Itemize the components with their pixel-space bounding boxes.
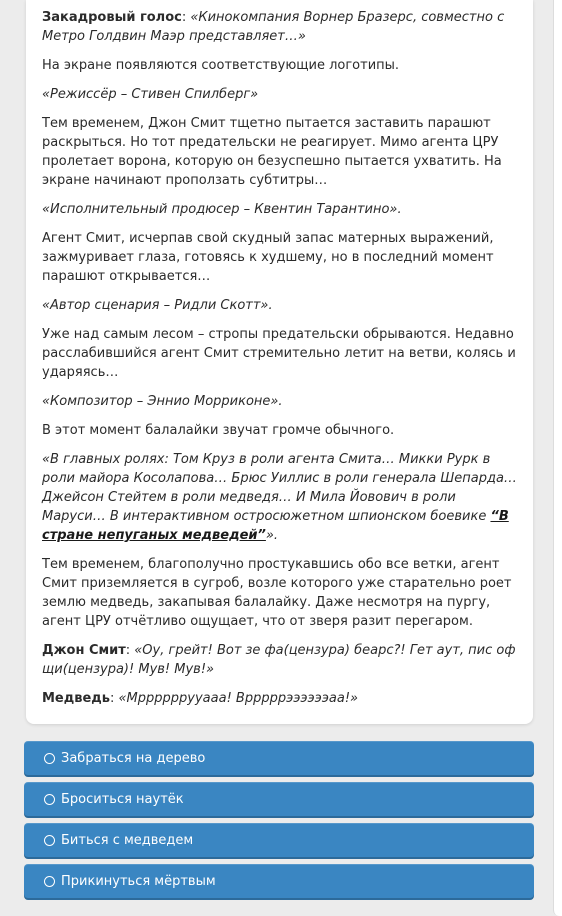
choice-label: Броситься наутёк [61,791,184,807]
story-paragraph: Агент Смит, исчерпав свой скудный запас матерных выражений, зажмуривает глаза, готовясь к худшему, но в последний момент парашют открывается… [42,231,494,284]
story-card [26,0,533,724]
choice-list [24,741,534,905]
speaker-name: Джон Смит [42,643,126,658]
story-paragraph: Тем временем, благополучно простукавшись обо все ветки, агент Смит приземляется в сугроб, возле которого уже старательно роет землю медведь, закапывая балалайку. Даже несмотря на пургу, агент ЦРУ отчётливо ощущает, что от зверя разит перегаром. [42,557,512,629]
credit-text: «Композитор – Эннио Морриконе». [42,394,283,409]
choice-label: Забраться на дерево [61,750,206,766]
story-credit [42,392,517,411]
quote: «Оу, грейт! Вот зе фа(цензура) беарс?! Гет аут, пис оф щи(цензура)! Мув! Мув!» [42,643,516,677]
quote: «Мррррррууааа! Врррррээээээаа!» [118,691,359,706]
cast-text: «В главных ролях: Том Круз в роли агента Смита… Микки Рурк в роли майора Косолапова… Брюс Уиллис в роли генерала Шепарда… Джейсон Стейтем в роли медведя… И Мила Йовович в роли Маруси… В интерактивном остросюжетном шпионском боевике [42,452,517,524]
story-credit [42,296,517,315]
story-paragraph: На экране появляются соответствующие логотипы. [42,58,400,73]
story-paragraph: Уже над самым лесом – стропы предательски обрываются. Недавно расслабившийся агент Смит стремительно летит на ветви, колясь и ударяясь… [42,327,516,380]
choice-label: Прикинуться мёртвым [61,873,216,889]
separator: : [125,643,135,658]
game-title-link[interactable]: “В стране непуганых медведей” [42,509,509,543]
credit-text: «Исполнительный продюсер – Квентин Тарантино». [42,202,402,217]
speaker-name: Закадровый голос [42,10,182,25]
cast-text-end: ». [265,528,279,543]
choice-label: Биться с медведем [61,832,194,848]
speaker-name: Медведь [42,691,111,706]
story-paragraph-voiceover [42,8,517,46]
choice-button-fight-bear[interactable] [24,823,534,857]
credit-text: «Режиссёр – Стивен Спилберг» [42,87,259,102]
story-paragraph: В этот момент балалайки звучат громче обычного. [42,423,395,438]
radio-circle-icon [44,794,55,805]
story-credit [42,200,517,219]
story-credit [42,85,517,104]
radio-circle-icon [44,835,55,846]
story-cast-credits [42,450,517,545]
separator: : [110,691,119,706]
side-panel-edge [553,0,562,916]
choice-button-climb-tree[interactable] [24,741,534,775]
radio-circle-icon [44,876,55,887]
story-paragraph-dialogue [42,689,517,708]
story-paragraph: Тем временем, Джон Смит тщетно пытается заставить парашют раскрыться. Но тот предательски не реагирует. Мимо агента ЦРУ пролетает ворона, которую он безуспешно пытается ухватить. На экране начинают проползать субтитры… [42,116,502,188]
credit-text: «Автор сценария – Ридли Скотт». [42,298,273,313]
quote: «Кинокомпания Ворнер Бразерс, совместно с Метро Голдвин Маэр представляет…» [42,10,505,44]
separator: : [181,10,191,25]
choice-button-run-away[interactable] [24,782,534,816]
radio-circle-icon [44,753,55,764]
choice-button-play-dead[interactable] [24,864,534,898]
story-paragraph-dialogue [42,641,517,679]
